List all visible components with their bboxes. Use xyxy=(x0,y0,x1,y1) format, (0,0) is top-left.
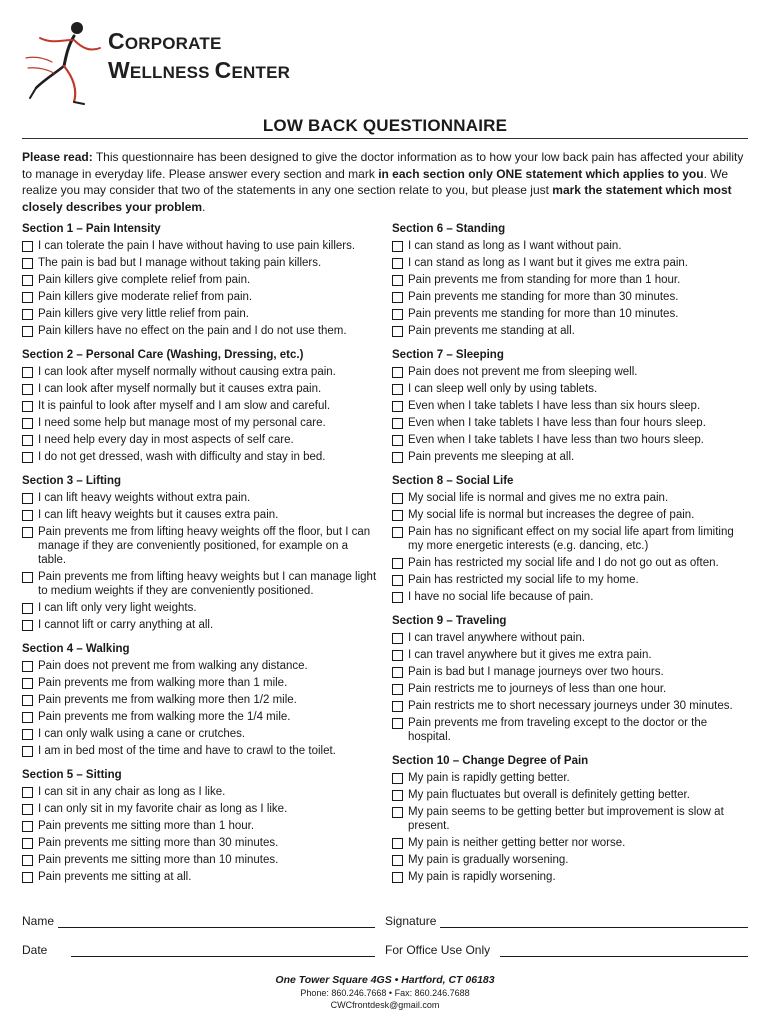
option-row xyxy=(22,727,377,741)
signature-field[interactable] xyxy=(440,915,748,928)
option-label: My social life is normal and gives me no extra pain. xyxy=(408,492,669,504)
title-divider xyxy=(22,138,748,139)
checkbox[interactable] xyxy=(392,384,403,395)
option-label: Pain prevents me from walking more then 1/2 mile. xyxy=(38,694,297,706)
option-row xyxy=(392,870,747,884)
option-label: My pain is gradually worsening. xyxy=(408,854,569,866)
option-label: Pain prevents me from lifting heavy weights off the floor, but I can manage if they are conveniently positioned, for example on a table. xyxy=(38,526,371,566)
option-label: My pain is rapidly worsening. xyxy=(408,871,556,883)
option-label: I cannot lift or carry anything at all. xyxy=(38,619,214,631)
option-row xyxy=(392,416,747,430)
option-label: I can look after myself normally without causing extra pain. xyxy=(38,366,336,378)
option-label: I can travel anywhere without pain. xyxy=(408,632,586,644)
checkbox[interactable] xyxy=(22,855,33,866)
instructions-text-1: This questionnaire has been designed to give the doctor information as to how your low back pain has affected your ability to manage in everyday life. Please answer every section and mark xyxy=(22,150,744,181)
option-label: I am in bed most of the time and have to crawl to the toilet. xyxy=(38,745,336,757)
checkbox[interactable] xyxy=(22,712,33,723)
checkbox[interactable] xyxy=(392,855,403,866)
checkbox[interactable] xyxy=(392,510,403,521)
option-label: I can tolerate the pain I have without having to use pain killers. xyxy=(38,240,356,252)
option-label: I have no social life because of pain. xyxy=(408,591,594,603)
checkbox[interactable] xyxy=(22,746,33,757)
signature-row xyxy=(22,914,748,928)
option-row xyxy=(392,399,747,413)
option-label: I need some help but manage most of my personal care. xyxy=(38,417,326,429)
checkbox[interactable] xyxy=(392,275,403,286)
option-row xyxy=(392,382,747,396)
option-label: I can sleep well only by using tablets. xyxy=(408,383,598,395)
section-4 xyxy=(22,642,377,758)
option-row xyxy=(22,659,377,673)
option-row xyxy=(392,508,747,522)
section-title: Section 1 – Pain Intensity xyxy=(22,223,161,235)
instructions-paragraph xyxy=(22,149,748,215)
option-label: I can look after myself normally but it causes extra pain. xyxy=(38,383,322,395)
option-label: Pain prevents me from traveling except to the doctor or the hospital. xyxy=(408,717,708,743)
checkbox[interactable] xyxy=(22,510,33,521)
checkbox[interactable] xyxy=(22,661,33,672)
option-row xyxy=(22,601,377,615)
option-row xyxy=(22,785,377,799)
option-label: Pain killers have no effect on the pain and I do not use them. xyxy=(38,325,347,337)
option-row xyxy=(22,324,377,338)
checkbox[interactable] xyxy=(22,241,33,252)
option-row xyxy=(22,802,377,816)
section-title: Section 8 – Social Life xyxy=(392,475,514,487)
option-label: Pain restricts me to short necessary journeys under 30 minutes. xyxy=(408,700,733,712)
option-row xyxy=(22,273,377,287)
footer-address: One Tower Square 4GS • Hartford, CT 06183 xyxy=(275,974,495,986)
option-row xyxy=(392,699,747,713)
option-row xyxy=(22,836,377,850)
option-row xyxy=(22,256,377,270)
date-label: Date xyxy=(22,943,48,957)
checkbox[interactable] xyxy=(392,452,403,463)
option-row xyxy=(392,491,747,505)
option-label: Pain does not prevent me from sleeping well. xyxy=(408,366,638,378)
option-row xyxy=(392,853,747,867)
left-column xyxy=(22,222,377,894)
checkbox[interactable] xyxy=(22,367,33,378)
checkbox[interactable] xyxy=(392,650,403,661)
date-field[interactable] xyxy=(71,944,375,957)
option-row xyxy=(392,324,747,338)
option-row xyxy=(392,716,747,744)
checkbox[interactable] xyxy=(22,452,33,463)
option-label: I can lift only very light weights. xyxy=(38,602,197,614)
checkbox[interactable] xyxy=(22,695,33,706)
option-label: I can lift heavy weights but it causes extra pain. xyxy=(38,509,279,521)
option-label: Pain prevents me sitting at all. xyxy=(38,871,192,883)
name-label: Name xyxy=(22,914,55,928)
section-3 xyxy=(22,474,377,632)
checkbox[interactable] xyxy=(22,418,33,429)
option-row xyxy=(22,819,377,833)
checkbox[interactable] xyxy=(22,527,33,538)
option-label: Even when I take tablets I have less than four hours sleep. xyxy=(408,417,706,429)
option-row xyxy=(392,307,747,321)
option-row xyxy=(392,525,747,553)
option-row xyxy=(392,433,747,447)
option-row xyxy=(22,399,377,413)
checkbox[interactable] xyxy=(22,787,33,798)
option-row xyxy=(392,573,747,587)
checkbox[interactable] xyxy=(392,527,403,538)
checkbox[interactable] xyxy=(392,401,403,412)
footer-email: CWCfrontdesk@gmail.com xyxy=(330,1000,440,1010)
option-row xyxy=(22,491,377,505)
checkbox[interactable] xyxy=(392,718,403,729)
checkbox[interactable] xyxy=(22,275,33,286)
checkbox[interactable] xyxy=(392,667,403,678)
checkbox[interactable] xyxy=(392,493,403,504)
company-name xyxy=(108,28,290,86)
option-row xyxy=(22,525,377,567)
section-title: Section 10 – Change Degree of Pain xyxy=(392,755,589,767)
option-label: I need help every day in most aspects of self care. xyxy=(38,434,294,446)
signature-label: Signature xyxy=(385,914,437,928)
checkbox[interactable] xyxy=(392,592,403,603)
checkbox[interactable] xyxy=(392,701,403,712)
option-label: My pain fluctuates but overall is definitely getting better. xyxy=(408,789,690,801)
option-row xyxy=(392,665,747,679)
option-label: I can only sit in my favorite chair as long as I like. xyxy=(38,803,288,815)
checkbox[interactable] xyxy=(22,401,33,412)
checkbox[interactable] xyxy=(22,493,33,504)
checkbox[interactable] xyxy=(392,292,403,303)
checkbox[interactable] xyxy=(22,804,33,815)
option-row xyxy=(392,788,747,802)
option-label: Pain has restricted my social life and I do not go out as often. xyxy=(408,557,719,569)
section-9 xyxy=(392,614,747,744)
office-use-label: For Office Use Only xyxy=(385,943,491,957)
option-label: Even when I take tablets I have less than two hours sleep. xyxy=(408,434,704,446)
checkbox[interactable] xyxy=(22,821,33,832)
option-label: Pain killers give moderate relief from pain. xyxy=(38,291,253,303)
checkbox[interactable] xyxy=(392,790,403,801)
option-label: Pain prevents me sitting more than 1 hour. xyxy=(38,820,255,832)
checkbox[interactable] xyxy=(22,678,33,689)
date-row xyxy=(22,943,748,957)
checkbox[interactable] xyxy=(22,572,33,583)
checkbox[interactable] xyxy=(392,575,403,586)
option-row xyxy=(22,853,377,867)
option-row xyxy=(22,239,377,253)
option-row xyxy=(392,365,747,379)
option-row xyxy=(392,273,747,287)
checkbox[interactable] xyxy=(392,435,403,446)
checkbox[interactable] xyxy=(22,326,33,337)
option-label: My pain is rapidly getting better. xyxy=(408,772,570,784)
option-label: It is painful to look after myself and I am slow and careful. xyxy=(38,400,331,412)
option-row xyxy=(392,836,747,850)
section-8 xyxy=(392,474,747,604)
option-row xyxy=(392,805,747,833)
option-row xyxy=(22,710,377,724)
option-label: I can lift heavy weights without extra pain. xyxy=(38,492,251,504)
option-label: I can travel anywhere but it gives me extra pain. xyxy=(408,649,652,661)
checkbox[interactable] xyxy=(392,684,403,695)
section-title: Section 4 – Walking xyxy=(22,643,130,655)
option-label: Pain prevents me sitting more than 10 minutes. xyxy=(38,854,279,866)
section-title: Section 6 – Standing xyxy=(392,223,506,235)
checkbox[interactable] xyxy=(392,838,403,849)
option-label: Even when I take tablets I have less than six hours sleep. xyxy=(408,400,701,412)
option-label: I can only walk using a cane or crutches. xyxy=(38,728,246,740)
option-row xyxy=(22,508,377,522)
option-label: The pain is bad but I manage without taking pain killers. xyxy=(38,257,322,269)
instructions-text-3: . xyxy=(202,199,206,214)
option-label: Pain killers give very little relief from pain. xyxy=(38,308,249,320)
checkbox[interactable] xyxy=(392,807,403,818)
checkbox[interactable] xyxy=(392,633,403,644)
option-row xyxy=(392,682,747,696)
checkbox[interactable] xyxy=(392,326,403,337)
option-row xyxy=(392,290,747,304)
option-row xyxy=(392,648,747,662)
option-label: I can stand as long as I want but it gives me extra pain. xyxy=(408,257,688,269)
option-row xyxy=(392,239,747,253)
checkbox[interactable] xyxy=(22,729,33,740)
checkbox[interactable] xyxy=(392,773,403,784)
checkbox[interactable] xyxy=(22,435,33,446)
option-label: I can stand as long as I want without pain. xyxy=(408,240,622,252)
option-row xyxy=(22,618,377,632)
option-row xyxy=(392,556,747,570)
checkbox[interactable] xyxy=(22,292,33,303)
option-row xyxy=(22,870,377,884)
option-row xyxy=(392,450,747,464)
footer xyxy=(0,973,770,1011)
option-label: Pain has no significant effect on my social life apart from limiting my more energetic interests (e.g. dancing, etc.) xyxy=(408,526,734,552)
checkbox[interactable] xyxy=(392,367,403,378)
checkbox[interactable] xyxy=(22,872,33,883)
option-label: Pain prevents me from walking more the 1/4 mile. xyxy=(38,711,291,723)
instructions-emphasis-2: mark the statement which most closely describes your problem xyxy=(22,183,732,214)
option-label: Pain prevents me standing for more than 10 minutes. xyxy=(408,308,679,320)
footer-phone-fax: Phone: 860.246.7668 • Fax: 860.246.7688 xyxy=(300,988,470,998)
option-label: Pain prevents me from walking more than 1 mile. xyxy=(38,677,288,689)
option-row xyxy=(22,570,377,598)
section-2 xyxy=(22,348,377,464)
section-title: Section 5 – Sitting xyxy=(22,769,122,781)
name-field[interactable] xyxy=(58,915,375,928)
option-row xyxy=(22,365,377,379)
checkbox[interactable] xyxy=(22,603,33,614)
section-title: Section 3 – Lifting xyxy=(22,475,122,487)
section-5 xyxy=(22,768,377,884)
option-row xyxy=(22,693,377,707)
option-row xyxy=(22,433,377,447)
option-label: Pain prevents me from standing for more than 1 hour. xyxy=(408,274,681,286)
option-row xyxy=(392,631,747,645)
right-column xyxy=(392,222,747,894)
section-title: Section 2 – Personal Care (Washing, Dressing, etc.) xyxy=(22,349,304,361)
checkbox[interactable] xyxy=(22,309,33,320)
runner-logo-icon xyxy=(22,18,110,110)
option-row xyxy=(22,744,377,758)
option-label: Pain prevents me sleeping at all. xyxy=(408,451,575,463)
option-label: Pain does not prevent me from walking any distance. xyxy=(38,660,308,672)
option-row xyxy=(22,307,377,321)
section-7 xyxy=(392,348,747,464)
checkbox[interactable] xyxy=(392,558,403,569)
company-line-1: CORPORATE xyxy=(108,28,222,54)
office-use-field[interactable] xyxy=(500,944,748,957)
option-label: Pain prevents me from lifting heavy weights but I can manage light to medium weights if they are conveniently positioned. xyxy=(38,571,377,597)
section-title: Section 9 – Traveling xyxy=(392,615,507,627)
option-row xyxy=(392,590,747,604)
checkbox[interactable] xyxy=(392,309,403,320)
checkbox[interactable] xyxy=(22,620,33,631)
option-label: My social life is normal but increases the degree of pain. xyxy=(408,509,695,521)
section-10 xyxy=(392,754,747,884)
option-row xyxy=(22,450,377,464)
checkbox[interactable] xyxy=(22,838,33,849)
option-row xyxy=(22,382,377,396)
option-label: My pain is neither getting better nor worse. xyxy=(408,837,626,849)
checkbox[interactable] xyxy=(392,872,403,883)
checkbox[interactable] xyxy=(392,241,403,252)
section-1 xyxy=(22,222,377,338)
option-label: Pain has restricted my social life to my home. xyxy=(408,574,639,586)
checkbox[interactable] xyxy=(392,258,403,269)
page-title: LOW BACK QUESTIONNAIRE xyxy=(262,116,508,135)
option-row xyxy=(392,771,747,785)
option-row xyxy=(22,416,377,430)
option-label: I can sit in any chair as long as I like. xyxy=(38,786,226,798)
option-label: Pain prevents me standing for more than 30 minutes. xyxy=(408,291,679,303)
option-row xyxy=(22,290,377,304)
section-title: Section 7 – Sleeping xyxy=(392,349,504,361)
instructions-lead: Please read: xyxy=(22,150,93,164)
checkbox[interactable] xyxy=(22,258,33,269)
option-label: Pain prevents me sitting more than 30 minutes. xyxy=(38,837,279,849)
checkbox[interactable] xyxy=(22,384,33,395)
company-line-2: WELLNESS CENTER xyxy=(108,57,291,83)
option-label: Pain killers give complete relief from pain. xyxy=(38,274,251,286)
option-row xyxy=(22,676,377,690)
option-label: Pain restricts me to journeys of less than one hour. xyxy=(408,683,667,695)
option-label: Pain prevents me standing at all. xyxy=(408,325,575,337)
checkbox[interactable] xyxy=(392,418,403,429)
instructions-emphasis-1: in each section only ONE statement which applies to you xyxy=(378,166,704,181)
option-label: Pain is bad but I manage journeys over two hours. xyxy=(408,666,664,678)
section-6 xyxy=(392,222,747,338)
option-label: My pain seems to be getting better but improvement is slow at present. xyxy=(408,806,724,832)
option-label: I do not get dressed, wash with difficulty and stay in bed. xyxy=(38,451,326,463)
instructions-text-2: . We realize you may consider that two of the statements in any one section relate to you, but please just xyxy=(22,166,729,197)
option-row xyxy=(392,256,747,270)
